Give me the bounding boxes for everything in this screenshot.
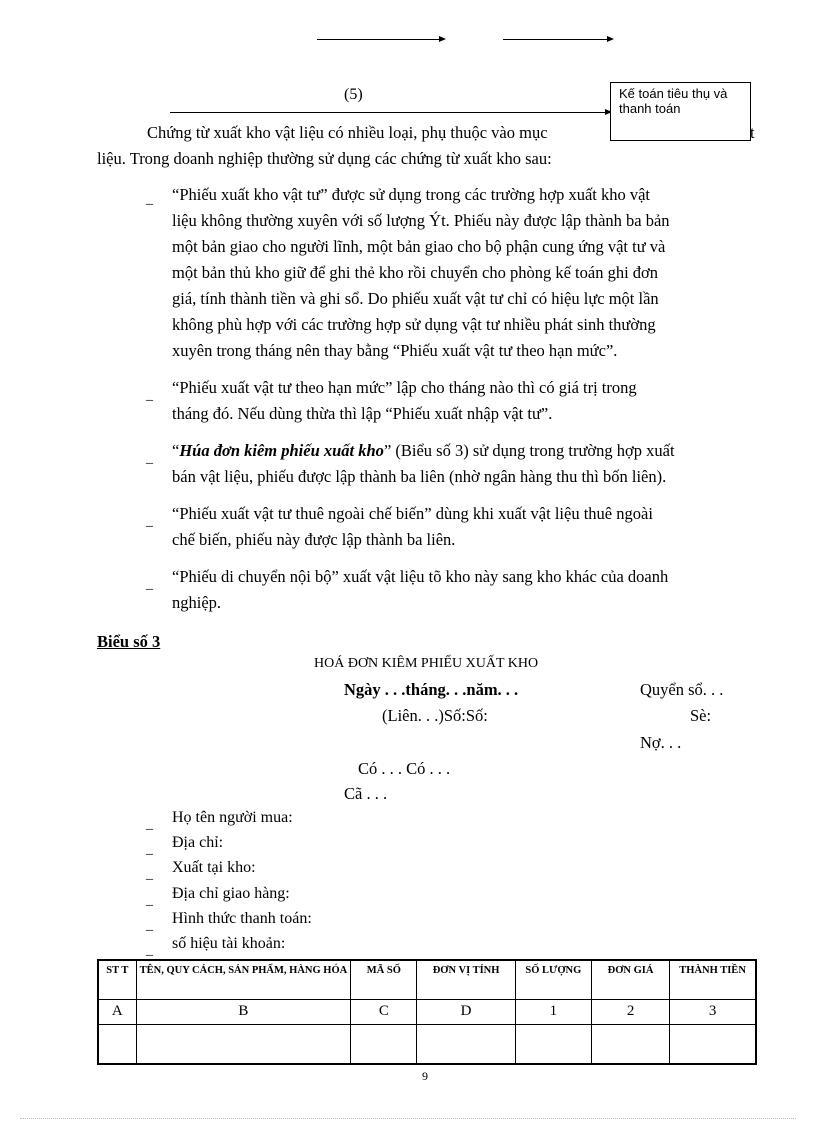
flow-arrow-main xyxy=(170,112,610,113)
intro-line-2: liệu. Trong doanh nghiệp thường sử dụng các chứng từ xuất kho sau: xyxy=(97,149,552,168)
table-row xyxy=(98,1025,756,1065)
bullet-5-text: “Phiếu di chuyển nội bộ” xuất vật liệu tõ kho này sang kho khác của doanh nghiệp. xyxy=(172,567,669,612)
flow-box-sales-accounting xyxy=(610,82,751,141)
table-row xyxy=(98,1000,756,1025)
header-amount: THÀNH TIỀN xyxy=(670,960,756,1000)
bullet-3-text: “Húa đơn kiêm phiếu xuất kho” (Biểu số 3) sử dụng trong trường hợp xuất bán vật liệu, phiếu được lập thành ba liên (nhờ ngân hàng thu thì bốn liên). xyxy=(172,441,675,486)
table-cell xyxy=(136,1025,351,1065)
bullet-marker: _ xyxy=(146,918,153,933)
invoice-name-emphasis: Húa đơn kiêm phiếu xuất kho xyxy=(179,441,384,460)
flow-arrow-right xyxy=(503,39,612,40)
table-header-row xyxy=(98,960,756,1000)
form-copy-line: (Liên. . .)Số:Số: xyxy=(382,706,488,725)
form-date-line: Ngày . . .tháng. . .năm. . . xyxy=(344,680,519,699)
bullet-marker: _ xyxy=(146,867,153,882)
field-buyer-name: Họ tên người mua: xyxy=(172,809,293,826)
table-cell xyxy=(515,1025,591,1065)
form-book-number: Quyển sổ. . . xyxy=(640,680,724,699)
table-cell xyxy=(351,1025,417,1065)
table-cell: 3 xyxy=(670,1000,756,1025)
field-warehouse: Xuất tại kho: xyxy=(172,859,256,876)
flow-step-label: (5) xyxy=(344,86,363,103)
table-cell xyxy=(591,1025,669,1065)
header-unit: ĐƠN VỊ TÍNH xyxy=(417,960,515,1000)
bullet-4-text: “Phiếu xuất vật tư thuê ngoài chế biến” dùng khi xuất vật liệu thuê ngoài chế biến, phiếu này được lập thành ba liên. xyxy=(172,504,653,549)
bullet-marker: _ xyxy=(146,893,153,908)
field-payment-method: Hình thức thanh toán: xyxy=(172,910,312,927)
form-ca: Cã . . . xyxy=(344,784,388,803)
section-label: Biểu số 3 xyxy=(97,632,161,651)
table-cell: A xyxy=(98,1000,136,1025)
form-se: Sè: xyxy=(690,706,712,725)
bullet-marker: _ xyxy=(146,943,153,958)
field-delivery-address: Địa chỉ giao hàng: xyxy=(172,885,290,902)
table-cell: B xyxy=(136,1000,351,1025)
invoice-table xyxy=(97,959,757,1065)
page-bottom-separator xyxy=(20,1118,796,1119)
field-address: Địa chỉ: xyxy=(172,834,224,851)
table-cell: C xyxy=(351,1000,417,1025)
table-cell: 1 xyxy=(515,1000,591,1025)
bullet-2-text: “Phiếu xuất vật tư theo hạn mức” lập cho tháng nào thì có giá trị trong tháng đó. Nếu dùng thừa thì lập “Phiếu xuất nhập vật tư”. xyxy=(172,378,637,423)
page-number: 9 xyxy=(422,1069,428,1083)
bullet-marker: _ xyxy=(146,577,153,592)
form-title: HOÁ ĐƠN KIÊM PHIẾU XUẤT KHO xyxy=(314,656,539,671)
form-no: Nợ. . . xyxy=(640,733,682,752)
header-quantity: SỐ LƯỢNG xyxy=(515,960,591,1000)
header-stt: ST T xyxy=(98,960,136,1000)
table-cell xyxy=(417,1025,515,1065)
bullet-marker: _ xyxy=(146,451,153,466)
table-cell: D xyxy=(417,1000,515,1025)
bullet-marker: _ xyxy=(146,192,153,207)
field-account-number: số hiệu tài khoản: xyxy=(172,935,286,952)
header-item-name: TÊN, QUY CÁCH, SẢN PHẨM, HÀNG HÓA xyxy=(136,960,351,1000)
intro-line-1: Chứng từ xuất kho vật liệu có nhiều loại, phụ thuộc vào mục xyxy=(147,123,548,142)
bullet-1-text: “Phiếu xuất kho vật tư” được sử dụng trong các trường hợp xuất kho vật liệu không thường xuyên với số lượng Ýt. Phiếu này được lập thành ba bản một bản giao cho người lĩnh, một bản giao cho bộ phận cung ứng vật tư và một bản thủ kho giữ để ghi thẻ kho rồi chuyển cho phòng kế toán ghi đơn giá, tính thành tiền và ghi sổ. Do phiếu xuất vật tư chỉ có hiệu lực một lần không phù hợp với các trường hợp sử dụng vật tư nhiều phát sinh thường xuyên trong tháng nên thay bằng “Phiếu xuất vật tư theo hạn mức”. xyxy=(172,185,670,360)
header-unit-price: ĐƠN GIÁ xyxy=(591,960,669,1000)
flow-box-text: Kế toán tiêu thụ và thanh toán xyxy=(619,86,728,116)
table-cell: 2 xyxy=(591,1000,669,1025)
intro-line-1-tail: t xyxy=(750,123,755,142)
flow-arrow-left xyxy=(317,39,444,40)
bullet-marker: _ xyxy=(146,842,153,857)
bullet-marker: _ xyxy=(146,817,153,832)
form-co: Có . . . Có . . . xyxy=(358,759,451,778)
table-cell xyxy=(98,1025,136,1065)
table-cell xyxy=(670,1025,756,1065)
bullet-marker: _ xyxy=(146,514,153,529)
bullet-marker: _ xyxy=(146,388,153,403)
header-code: MÃ SỐ xyxy=(351,960,417,1000)
